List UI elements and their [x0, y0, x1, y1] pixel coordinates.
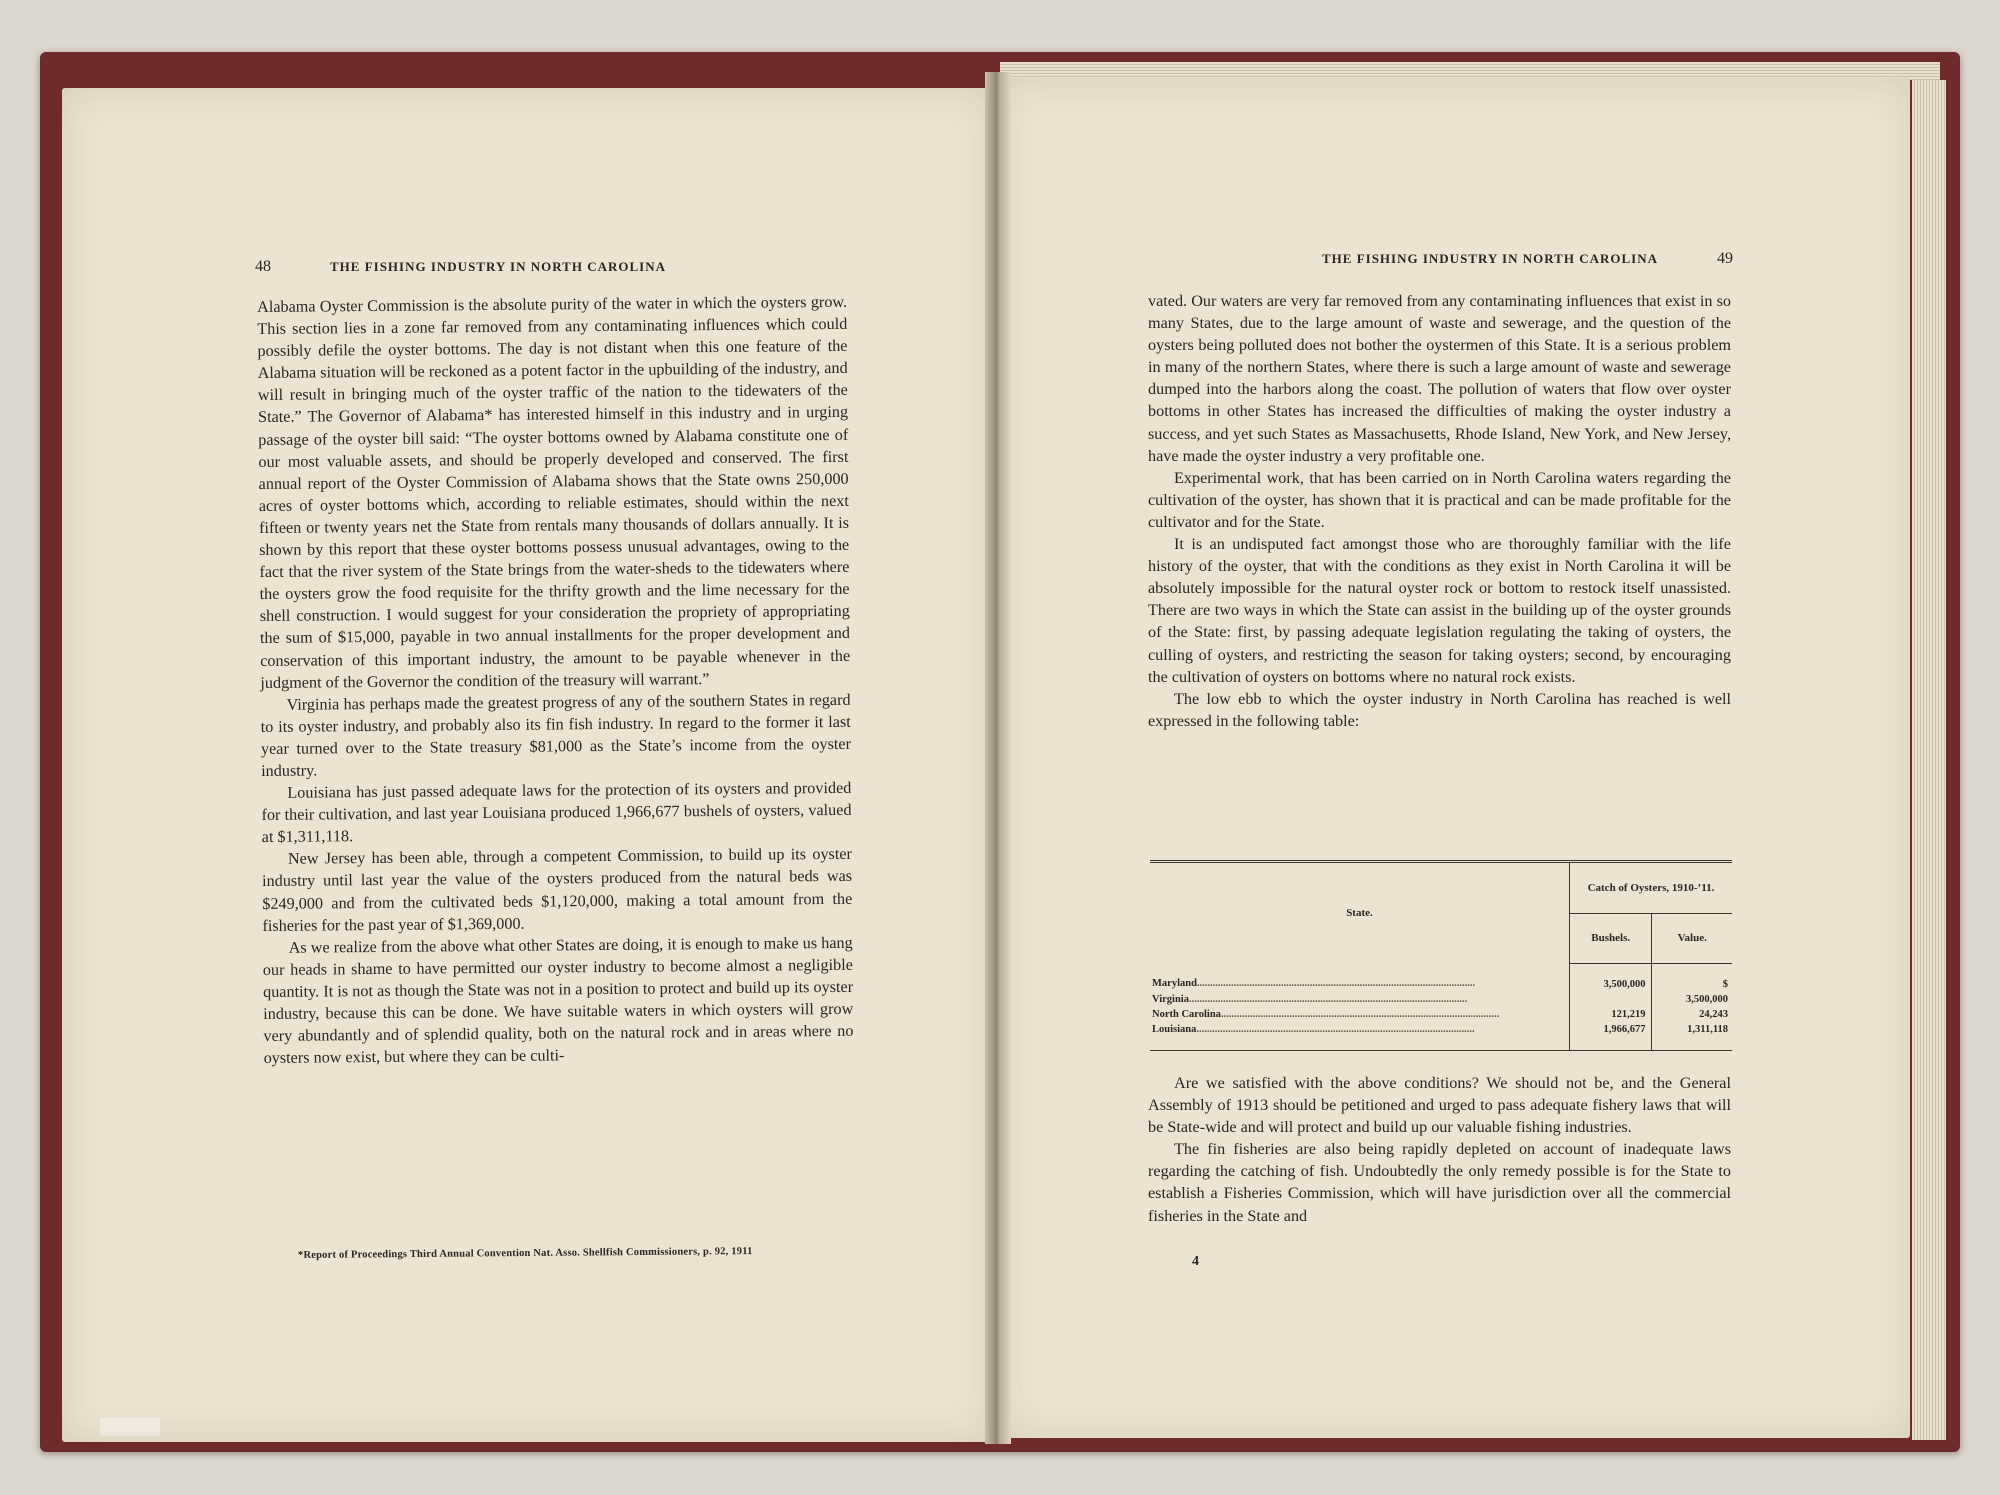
- paragraph: vated. Our waters are very far removed from any contaminating influences that exist in so many States, due to the large amount of waste and sewerage, and the question of the oysters being polluted does not bother the oystermen of this State. It is a serious problem in many of the northern States, where there is such a large amount of waste and sewerage dumped into the harbors along the coast. The pollution of waters that flow over oyster bottoms in other States has increased the difficulties of making the oyster industry a success, and yet such States as Massachusetts, Rhode Island, New York, and New Jersey, have made the oyster industry a very profitable one.: [1148, 292, 1731, 465]
- oyster-catch-table: [1150, 860, 1732, 1051]
- row-value: 3,500,000: [1686, 993, 1728, 1005]
- row-state: Louisiana: [1152, 1023, 1197, 1035]
- paragraph: The fin fisheries are also being rapidly depleted on account of inadequate laws regarding the catching of fish. Undoubtedly the only remedy possible is for the State to establish a Fisheries Commission, which will have jurisdiction over all the commercial fisheries in the State and: [1148, 1140, 1731, 1225]
- table-header-state: State.: [1150, 863, 1569, 963]
- row-value: 1,311,118: [1687, 1023, 1728, 1035]
- signature-mark: 4: [1192, 1254, 1199, 1269]
- row-state: Virginia: [1152, 993, 1189, 1005]
- table-row: Louisiana.......................................................................................................... 1,966,677 1,311,118: [1150, 1022, 1732, 1050]
- row-value: 24,243: [1699, 1008, 1728, 1020]
- paragraph: Virginia has perhaps made the greatest progress of any of the southern States in regard to its oyster industry, and probably also its fin fish industry. In regard to the former it last year turned over to the State treasury $81,000 as the State’s income from the oyster industry.: [260, 690, 852, 780]
- right-running-head: [1263, 250, 1733, 268]
- table-header-bushels: Bushels.: [1569, 914, 1652, 963]
- right-body-text-bottom: [1148, 1072, 1731, 1227]
- table-header-catch: Catch of Oysters, 1910-’11.: [1569, 863, 1732, 914]
- paragraph: The low ebb to which the oyster industry in North Carolina has reached is well expressed in the following table:: [1148, 689, 1731, 730]
- paragraph: It is an undisputed fact amongst those who are thoroughly familiar with the life history of the oyster, that with the conditions as they exist in North Carolina it will be absolutely impossible for the natural oyster rock or bottom to restock itself unassisted. There are two ways in which the State can assist in the building up of the oyster grounds of the State: first, by passing adequate legislation regulating the taking of oysters, the culling of oysters, and restricting the season for taking oysters; second, by encouraging the cultivation of oysters on bottoms where no natural rock exists.: [1148, 535, 1731, 686]
- paragraph: Are we satisfied with the above conditions? We should not be, and the General Assembly of 1913 should be petitioned and urged to pass adequate fishery laws that will be State-wide and will protect and build up our valuable fishing industries.: [1148, 1074, 1731, 1137]
- right-page-number: 49: [1716, 250, 1733, 267]
- page-edges-right: [1912, 80, 1946, 1440]
- left-body-text: [257, 291, 854, 1069]
- row-bushels: 3,500,000: [1569, 963, 1652, 992]
- row-value: $: [1722, 978, 1728, 990]
- table-row: Maryland.......................................................................................................... 3,500,000 $: [1150, 963, 1732, 992]
- row-bushels: [1569, 992, 1652, 1007]
- table-row: North Carolina.......................................................................................................... 121,219 24,243: [1150, 1007, 1732, 1022]
- table-row: Virginia.......................................................................................................... 3,500,000: [1150, 992, 1732, 1007]
- right-page: [1000, 78, 1910, 1438]
- row-state: Maryland: [1152, 978, 1197, 990]
- book-gutter: [985, 72, 1011, 1444]
- right-running-title: THE FISHING INDUSTRY IN NORTH CAROLINA: [1321, 251, 1658, 266]
- row-state: North Carolina: [1152, 1008, 1221, 1020]
- left-running-head: [255, 258, 725, 276]
- row-bushels: 121,219: [1569, 1007, 1652, 1022]
- left-page-number: 48: [255, 258, 271, 275]
- paper-scuff: [100, 1418, 160, 1436]
- row-bushels: 1,966,677: [1569, 1022, 1652, 1050]
- table-header-value: Value.: [1652, 914, 1732, 963]
- paragraph: Louisiana has just passed adequate laws for the protection of its oysters and provided for their cultivation, and last year Louisiana produced 1,966,677 bushels of oysters, valued at $1,311,118.: [261, 778, 852, 847]
- footnote: *Report of Proceedings Third Annual Convention Nat. Asso. Shellfish Commissioners, p. 92, 1911: [297, 1246, 753, 1261]
- paragraph: Experimental work, that has been carried on in North Carolina waters regarding the cultivation of the oyster, has shown that it is practical and can be made profitable for the cultivator and for the State.: [1148, 468, 1731, 531]
- paragraph: Alabama Oyster Commission is the absolute purity of the water in which the oysters grow. This section lies in a zone far removed from any contaminating influences which could possibly defile the oyster bottoms. The day is not distant when this one feature of the Alabama situation will be reckoned as a potent factor in the upbuilding of the industry, and will result in bringing much of the oyster traffic of the nation to the tidewaters of the State.” The Governor of Alabama* has interested himself in this industry and in urging passage of the oyster bill said: “The oyster bottoms owned by Alabama constitute one of our most valuable assets, and should be properly developed and conserved. The first annual report of the Oyster Commission of Alabama shows that the State owns 250,000 acres of oyster bottoms which, according to reliable estimates, should within the next fifteen or twenty years net the State from rentals many thousands of dollars annually. It is shown by this report that these oyster bottoms possess unusual advantages, owing to the fact that the river system of the State brings from the water-sheds to the tidewaters where the oysters grow the food requisite for the thrifty growth and the lime necessary for the shell construction. I would suggest for your consideration the propriety of appropriating the sum of $15,000, payable in two annual installments for the proper development and conservation of this important industry, the amount to be payable whenever in the judgment of the Governor the condition of the treasury will warrant.”: [257, 292, 851, 692]
- paragraph: New Jersey has been able, through a competent Commission, to build up its oyster industry until last year the value of the oysters produced from the natural beds was $249,000 and from the cultivated beds $1,120,000, making a total amount from the fisheries for the past year of $1,369,000.: [262, 845, 853, 935]
- left-running-title: THE FISHING INDUSTRY IN NORTH CAROLINA: [329, 259, 666, 274]
- paragraph: As we realize from the above what other States are doing, it is enough to make us hang our heads in shame to have permitted our oyster industry to become almost a negligible quantity. It is not as though the State was not in a position to protect and build up its oyster industry, because this can be done. We have suitable waters in which oysters will grow very abundantly and of splendid quality, both on the natural rock and in areas where no oysters now exist, but where they can be culti-: [262, 933, 854, 1068]
- right-body-text-top: [1148, 290, 1731, 732]
